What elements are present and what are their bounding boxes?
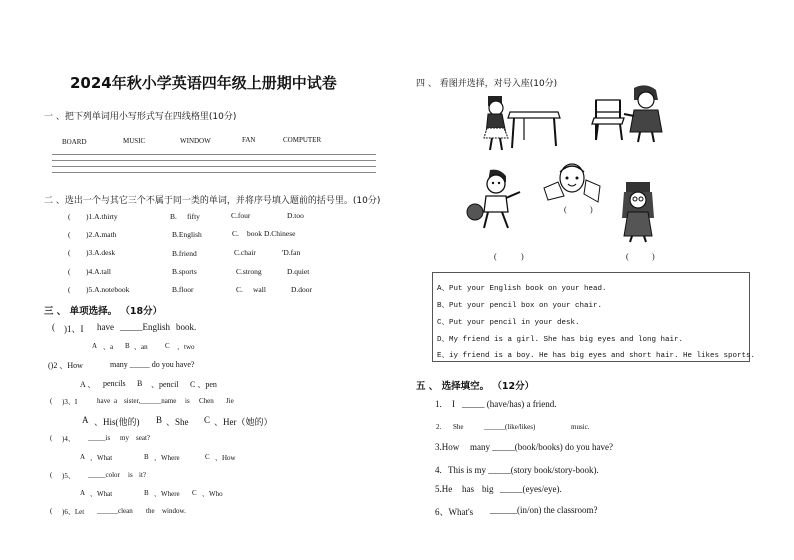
q-paren: ( [52,322,55,332]
choice-text: C.four [231,211,251,220]
option-text: 、How [215,454,236,462]
choice-text: D.Chinese [264,229,296,238]
question-text: 5.He [435,484,453,494]
question-text: 6、What's [435,507,474,517]
question-text: is [185,397,190,405]
choice-text: B. [170,212,177,221]
picture-answer-paren: ) [590,205,593,214]
writing-line [52,154,376,155]
option-text: A [82,415,89,425]
q-paren: ( [50,434,53,442]
word-board: BOARD [62,138,87,146]
question-text: She [453,423,464,431]
choice-text: D.door [291,285,313,294]
picture-sketch [540,160,604,220]
word-window: WINDOW [180,137,211,145]
question-text: 3.How [435,442,460,452]
q-paren: ( [50,471,53,479]
option-text: C 、pen [190,380,217,389]
choice-text: )1.A.thirty [86,212,118,221]
choice-text: )3.A.desk [86,248,116,257]
option-text: 、Where [154,454,180,462]
word-computer: COMPUTER [283,136,322,144]
option-text: B [144,453,149,461]
question-text: ______(in/on) the classroom? [490,505,598,515]
question-text: _____ (have/has) a friend. [462,399,557,409]
choice-text: C.chair [234,248,256,257]
choice-text: book [247,229,262,238]
question-text: is [128,471,133,479]
option-a: A、Put your English book on your head. [437,285,607,293]
answer-paren-1: ( [494,252,497,261]
section5-heading: 五 、 选择填空。 （12分） [416,381,535,392]
question-text: have [97,397,111,405]
choice-text: fifty [187,212,200,221]
q-paren: ( [68,267,71,276]
choice-text: B.English [172,230,202,239]
question-text: many _____(book/books) do you have? [470,442,613,452]
option-text: C [205,453,210,461]
option-text: A [80,489,86,497]
option-text: A [80,453,86,461]
option-text: pencils [103,379,126,388]
choice-text: C. [232,229,239,238]
options-box [432,272,756,362]
question-text: )6、Let [62,508,85,516]
q-paren: ( [50,397,53,405]
question-text: book. [176,322,197,332]
question-text: has [462,484,474,494]
option-text: B [125,342,130,350]
question-text: a [114,397,118,405]
q-paren: ( [68,285,71,294]
question-text: seat? [136,434,150,442]
question-text: have [97,322,114,332]
question-text: ______(like/likes) [484,423,536,431]
option-text: C [192,489,197,497]
choice-text: 'D.fan [282,248,301,257]
question-text: big [482,484,494,494]
question-text: the [146,507,155,515]
question-text: ()2 、How [48,361,83,370]
choice-text: )5.A.notebook [86,285,130,294]
option-text: 、an [134,343,148,351]
choice-text: wall [253,285,266,294]
option-text: 、What [90,490,113,498]
option-text: C [165,342,170,350]
question-text: 2. [436,423,442,431]
question-text: This is my _____(story book/story-book). [448,465,599,475]
word-fan: FAN [242,136,256,144]
question-text: )5、 [62,472,75,480]
section4-heading: 四 、 看图并选择，对号入座(10分) [416,79,558,89]
section1-heading: 一 、把下列单词用小写形式写在四线格里(10分) [44,112,237,122]
option-text: B [137,379,143,388]
option-text: 、pencil [151,380,179,389]
q-paren: ( [68,212,71,221]
question-text: )4、 [62,435,75,443]
section2-heading: 二 、选出一个与其它三个不属于同一类的单词，并将序号填入题前的括号里。(10分) [44,196,381,206]
option-text: 、a [103,343,114,351]
question-text: _____English [120,322,171,332]
option-text: A 、 [80,380,96,389]
choice-text: C.strong [236,267,262,276]
question-text: _____color [88,471,120,479]
choice-text: D.quiet [287,267,310,276]
answer-paren-1-close: ) [521,252,524,261]
option-e: E、iy friend is a boy. He has big eyes and short hair. He likes sports. [437,352,756,360]
q-paren: ( [50,507,53,515]
question-text: sister,______name [124,397,177,405]
answer-paren-2: ( [626,252,629,261]
question-text: _____(eyes/eye). [500,484,562,494]
option-text: 、His(他的) [94,417,140,427]
question-text: window. [162,507,186,515]
writing-line [52,160,376,161]
question-text: 1. [435,399,442,409]
option-text: A [92,342,98,350]
word-music: MUSIC [123,137,146,145]
question-text: I [452,399,455,409]
option-text: 、She [166,417,189,427]
choice-text: )4.A.tall [86,267,111,276]
option-text: B [144,489,149,497]
question-text: it? [139,471,146,479]
picture-answer-paren: ( [564,205,567,214]
option-text: 、Who [202,490,223,498]
picture-girl-desk [478,92,562,152]
question-text: my [120,434,129,442]
option-text: C [204,415,211,425]
writing-line [52,166,376,167]
choice-text: B.floor [172,285,194,294]
answer-paren-2-close: ) [652,252,655,261]
picture-girl-chair [590,84,678,144]
question-text: Chen [199,397,214,405]
option-text: 、two [177,343,195,351]
option-d: D、My friend is a girl. She has big eyes and long hair. [437,336,684,344]
choice-text: )2.A.math [86,230,117,239]
question-text: )1、I [64,324,84,334]
q-paren: ( [68,230,71,239]
question-text: 4. [435,465,442,475]
choice-text: C. [236,285,243,294]
option-text: 、Her（她的） [214,417,273,427]
option-text: 、Where [154,490,180,498]
choice-text: B.sports [172,267,197,276]
page-title: 2024年秋小学英语四年级上册期中试卷 [70,74,337,92]
option-text: B [156,415,163,425]
option-b: B、Put your pencil box on your chair. [437,302,603,310]
option-c: C、Put your pencil in your desk. [437,319,580,327]
question-text: _____is [88,434,111,442]
picture-girl-long-hair [614,178,664,244]
question-text: many _____ do you have? [110,360,195,369]
choice-text: D.too [287,211,304,220]
choice-text: B.friend [172,249,197,258]
question-text: music. [571,423,590,431]
q-paren: ( [68,248,71,257]
question-text: Jie [226,397,234,405]
writing-line [52,172,376,173]
picture-boy-ball [464,168,524,230]
question-text: ______clean [97,507,133,515]
option-text: 、What [90,454,113,462]
section3-heading: 三 、 单项选择。 （18分） [44,306,163,317]
question-text: )3、I [62,398,78,406]
